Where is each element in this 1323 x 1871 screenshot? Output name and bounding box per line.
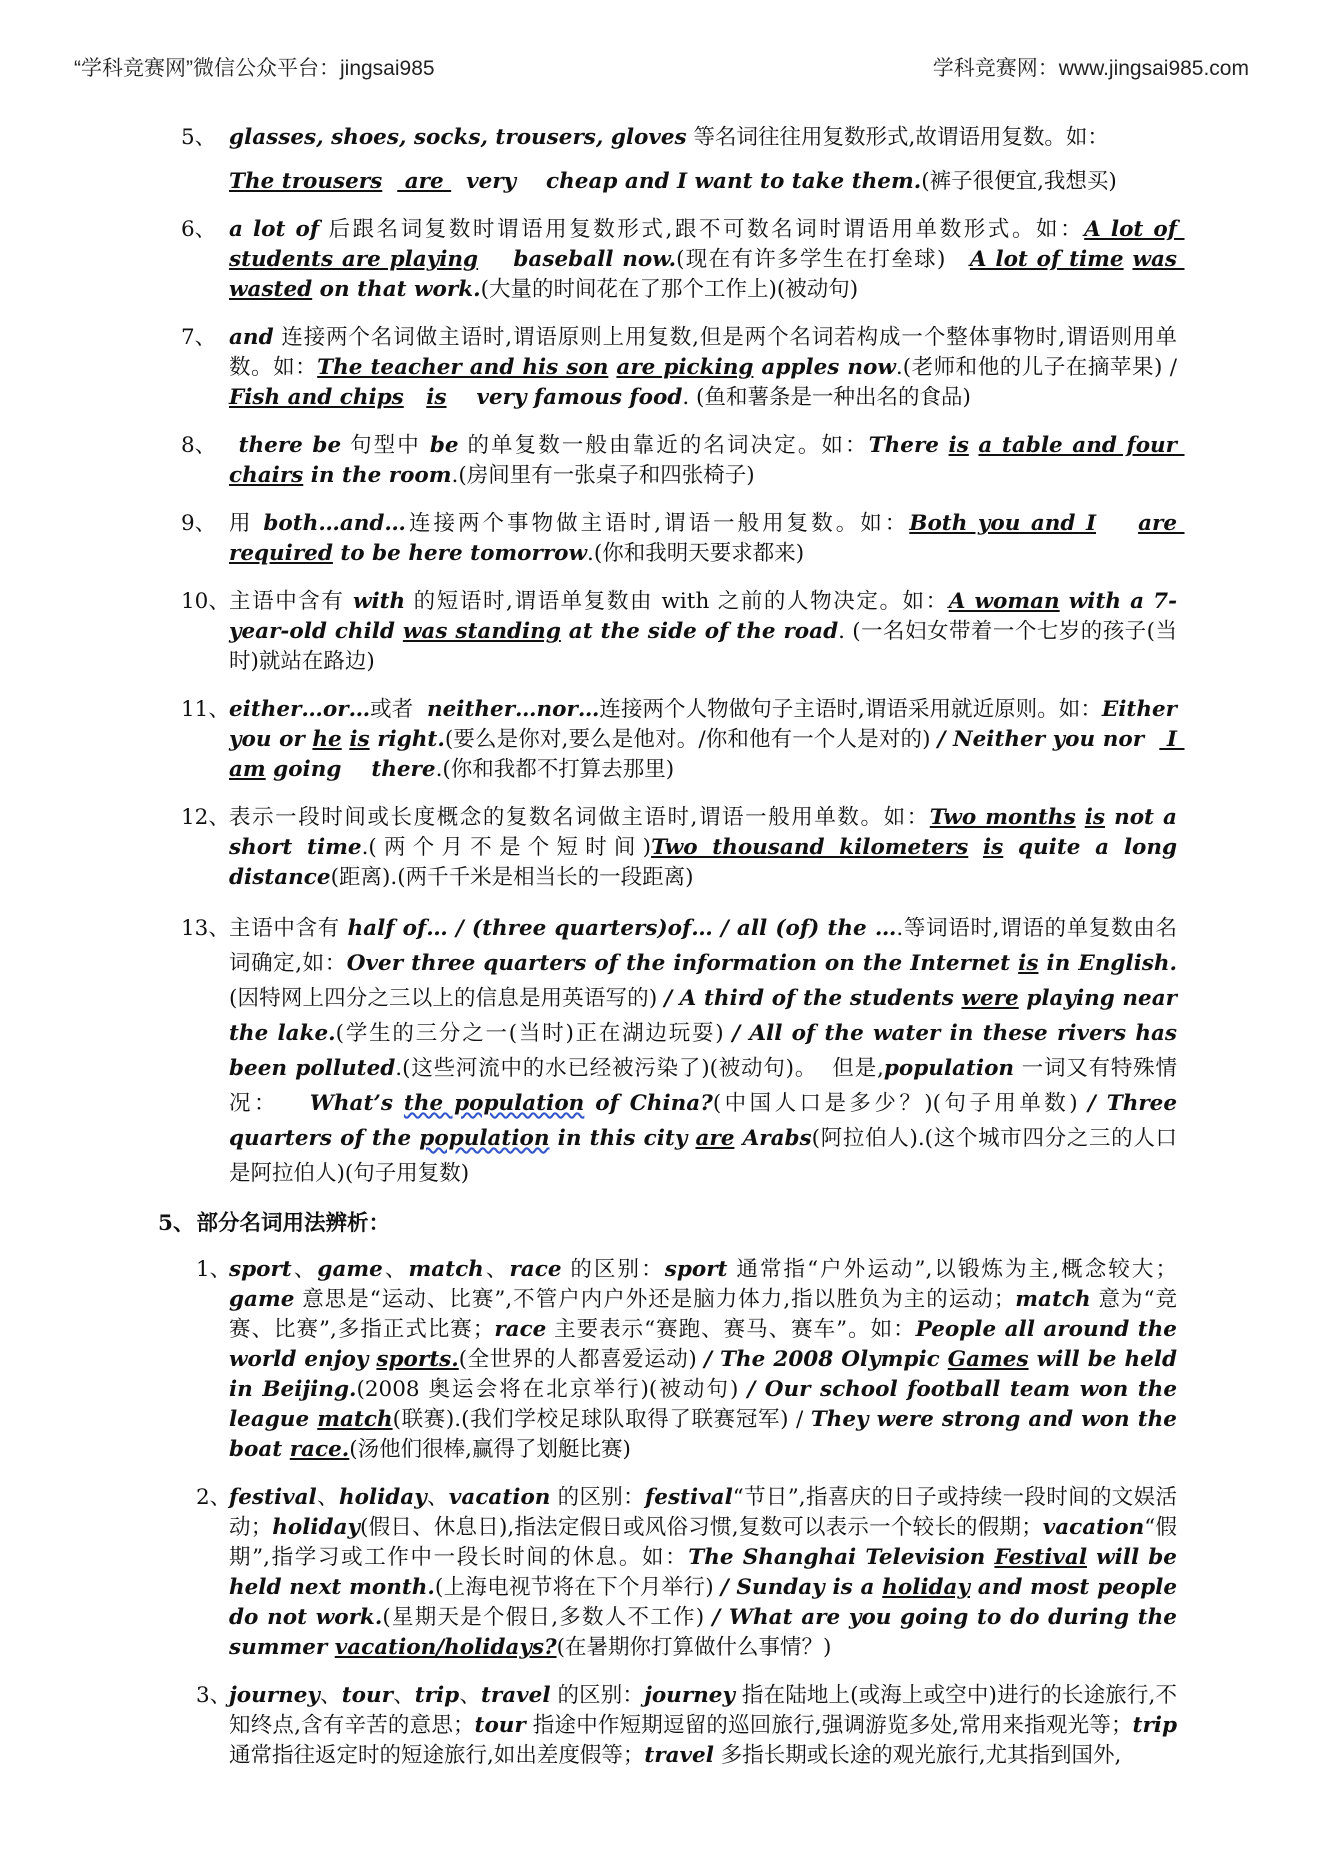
chinese-text: .(房间里有一张桌子和四张椅子) [451, 463, 755, 488]
chinese-text: 的区别： [550, 1485, 646, 1510]
english-text [1184, 727, 1206, 752]
english-text: A lot of students are playing [229, 217, 1185, 272]
chinese-text: . (鱼和薯条是一种出名的食品) [682, 385, 971, 410]
item-number: 12、 [181, 805, 230, 830]
english-text: The trousers [229, 169, 383, 194]
english-text: The Shanghai Television [688, 1545, 995, 1570]
english-text: / Neither you nor [937, 727, 1160, 752]
english-text: race [494, 1317, 547, 1342]
english-text: holiday [882, 1575, 970, 1600]
english-text: is [349, 727, 370, 752]
english-text: very cheap and I want to take them. [451, 169, 922, 194]
english-text: Arabs [734, 1126, 812, 1151]
item-number: 10、 [181, 589, 230, 614]
rule-item [0, 123, 1323, 197]
english-text: is [983, 835, 1004, 860]
chinese-text: (全世界的人都喜爱运动) [458, 1347, 705, 1372]
english-text: vacation/holidays? [334, 1635, 557, 1660]
chinese-text: (汤他们很棒,赢得了划艇比赛) [349, 1437, 631, 1462]
chinese-text: (因特网上四分之三以上的信息是用英语写的) [229, 986, 665, 1011]
english-text: I [1159, 727, 1185, 752]
english-text: quite a long distance [229, 835, 1185, 890]
chinese-text: 连接两个事物做主语时,谓语一般用复数。如： [405, 511, 910, 536]
english-text: vacation [448, 1485, 551, 1510]
english-text: sports. [376, 1347, 459, 1372]
chinese-text: 、 [319, 1683, 342, 1708]
section-number: 5、 [158, 1211, 195, 1236]
english-text: is [1018, 951, 1039, 976]
chinese-text: (上海电视节将在下个月举行) [434, 1575, 721, 1600]
chinese-text: (联赛).(我们学校足球队取得了联赛冠军) / [392, 1407, 811, 1432]
rule-item [0, 911, 1323, 1191]
chinese-text: 表示一段时间或长度概念的复数名词做主语时,谓语一般用单数。如： [229, 805, 930, 830]
english-text: journey [644, 1683, 735, 1708]
english-text: match [408, 1257, 484, 1282]
english-text: in this city [549, 1126, 696, 1151]
english-text: was standing [402, 619, 561, 644]
chinese-text: (学生的三分之一(当时)正在湖边玩耍) [335, 1021, 733, 1046]
item-number: 13、 [181, 916, 230, 941]
chinese-text: 、 [459, 1683, 481, 1708]
chinese-text: 主语中含有 [229, 589, 353, 614]
english-text: / A third of the students [664, 986, 962, 1011]
english-text: and [229, 325, 274, 350]
chinese-text: 多指长期或长途的观光旅行,尤其指到国外, [713, 1743, 1122, 1768]
english-text: with [352, 589, 406, 614]
chinese-text: 的单复数一般由靠近的名词决定。如： [458, 433, 869, 458]
english-text: holiday [272, 1515, 360, 1540]
english-text: with a 7-year-old child [229, 589, 1177, 644]
chinese-text: 的短语时,谓语单复数由 with 之前的人物决定。如： [405, 589, 949, 614]
item-number: 7、 [181, 325, 217, 350]
english-text: Two thousand kilometers [651, 835, 969, 860]
english-text: / All of the water in these rivers has been polluted [229, 1021, 1185, 1081]
english-text: was wasted [229, 247, 1185, 302]
english-text: are [695, 1126, 735, 1151]
chinese-text: 等名词往往用复数形式,故谓语用复数。如： [686, 125, 1109, 150]
header-left-text: “学科竞赛网”微信公众平台：jingsai985 [74, 57, 435, 80]
english-text: They were strong and won the boat [229, 1407, 1185, 1462]
english-text: What’s [309, 1091, 404, 1116]
chinese-text: 后跟名词复数时谓语用复数形式,跟不可数名词时谓语用单数形式。如： [319, 217, 1085, 242]
english-text: will be held in Beijing. [229, 1347, 1185, 1402]
chinese-text: 的区别： [561, 1257, 665, 1282]
chinese-text: (在暑期你打算做什么事情？) [556, 1635, 832, 1660]
english-text: / Three quarters of the [229, 1091, 1185, 1151]
chinese-text: (距离).(两千千米是相当长的一段距离) [330, 865, 694, 890]
chinese-text: .(这些河流中的水已经被污染了)(被动句)。 但是, [395, 1056, 884, 1081]
usage-item [0, 1681, 1323, 1771]
english-text: to be here tomorrow [332, 541, 587, 566]
english-text: match [1015, 1287, 1091, 1312]
english-text: race. [289, 1437, 350, 1462]
item-number: 5、 [181, 125, 217, 150]
english-text: is [1084, 805, 1106, 830]
chinese-text: .(你和我明天要求都来) [587, 541, 805, 566]
chinese-text: 通常指“户外运动”,以锻炼为主,概念较大； [727, 1257, 1177, 1282]
chinese-text: 一词又有特殊情况： [229, 1056, 1177, 1116]
english-text: journey [229, 1683, 320, 1708]
english-text: he [312, 727, 342, 752]
english-text: game [229, 1287, 295, 1312]
english-text: vacation [1042, 1515, 1145, 1540]
english-text [969, 433, 979, 458]
english-text: are [397, 169, 452, 194]
english-text: Festival [994, 1545, 1087, 1570]
item-number: 8、 [181, 433, 217, 458]
english-text: is [948, 433, 969, 458]
english-text: / Our school football team won the league [229, 1377, 1185, 1432]
item-number: 9、 [181, 511, 217, 536]
english-text: baseball now. [478, 247, 677, 272]
chinese-text: (假日、休息日),指法定假日或风俗习惯,复数可以表示一个较长的假期； [360, 1515, 1043, 1540]
english-text: on that work. [312, 277, 481, 302]
english-text: Games [947, 1347, 1029, 1372]
chinese-text: 的区别： [550, 1683, 645, 1708]
chinese-text: 连接两个人物做句子主语时,谓语采用就近原则。如： [599, 697, 1102, 722]
english-text: and most people do not work. [229, 1575, 1185, 1630]
english-text: are required [229, 511, 1185, 566]
english-text [1096, 511, 1138, 536]
item-number: 2、 [196, 1485, 232, 1510]
chinese-text: 用 [229, 511, 264, 536]
section-heading [0, 1209, 1323, 1239]
chinese-text: 、 [382, 1257, 409, 1282]
english-text [404, 385, 426, 410]
english-text: glasses, shoes, socks, trousers, gloves [229, 125, 687, 150]
english-text: festival [229, 1485, 317, 1510]
english-text: tour [341, 1683, 393, 1708]
rule-item [0, 803, 1323, 893]
english-text: were [961, 986, 1019, 1011]
rule-item [0, 587, 1323, 677]
rule-item [0, 431, 1323, 491]
chinese-text: 、 [392, 1683, 415, 1708]
english-text: playing near the lake. [229, 986, 1185, 1046]
chinese-text: .(你和我都不打算去那里) [435, 757, 675, 782]
chinese-text: 或者 [370, 697, 427, 722]
english-text: at the side of the road [560, 619, 839, 644]
chinese-text: 意思是“运动、比赛”,不管户内户外还是脑力体力,指以胜负为主的运动； [294, 1287, 1016, 1312]
english-text: will be held next month. [229, 1545, 1185, 1600]
english-text: am [229, 757, 266, 782]
english-text: apples now [753, 355, 896, 380]
english-text: tour [474, 1713, 526, 1738]
english-text: trip [414, 1683, 460, 1708]
english-text: travel [644, 1743, 714, 1768]
english-text: match [317, 1407, 393, 1432]
usage-item [0, 1255, 1323, 1465]
english-text: Both you and I [909, 511, 1097, 536]
english-text: be [429, 433, 459, 458]
chinese-text: (2008 奥运会将在北京举行)(被动句) [356, 1377, 748, 1402]
english-text: / The 2008 Olympic [704, 1347, 948, 1372]
chinese-text: (大量的时间花在了那个工作上)(被动句) [480, 277, 859, 302]
english-text: either…or… [229, 697, 371, 722]
english-text: holiday [338, 1485, 427, 1510]
english-text: festival [645, 1485, 733, 1510]
chinese-text: .(两个月不是个短时间) [361, 835, 652, 860]
english-text: race [509, 1257, 562, 1282]
rule-item [0, 323, 1323, 413]
english-text: travel [480, 1683, 551, 1708]
chinese-text: 、 [426, 1485, 449, 1510]
item-number: 11、 [181, 697, 230, 722]
english-text [382, 169, 397, 194]
english-text: a table and four chairs [229, 433, 1185, 488]
english-text: in the room [303, 463, 452, 488]
english-text: of China? [584, 1091, 713, 1116]
english-text: / Sunday is a [720, 1575, 883, 1600]
usage-item [0, 1483, 1323, 1663]
chinese-text: “节日”,指喜庆的日子或持续一段时间的文娱活动； [229, 1485, 1177, 1540]
english-text: sport [664, 1257, 728, 1282]
chinese-text: 、 [291, 1257, 318, 1282]
english-text: half of… / (three quarters)of… / all (of) the … [347, 916, 897, 941]
rule-item [0, 509, 1323, 569]
english-text: Two months [929, 805, 1076, 830]
chinese-text: 意为“竞赛、比赛”,多指正式比赛； [229, 1287, 1177, 1342]
english-text: very famous food [446, 385, 683, 410]
english-text: are picking [616, 355, 754, 380]
english-text: / What are you going to do during the summer [229, 1605, 1185, 1660]
chinese-text: 句型中 [341, 433, 430, 458]
chinese-text: 通常指往返定时的短途旅行,如出差度假等； [229, 1713, 1184, 1768]
grammar-rules-list [0, 123, 1323, 1191]
english-text: both…and… [263, 511, 406, 536]
document-body [0, 123, 1323, 1789]
rule-item [0, 695, 1323, 785]
item-number: 1、 [196, 1257, 232, 1282]
item-number: 3、 [196, 1683, 232, 1708]
english-text: there be [229, 433, 342, 458]
chinese-text: 指途中作短期逗留的巡回旅行,强调游览多处,常用来指观光等； [525, 1713, 1133, 1738]
english-text: in English. [1038, 951, 1177, 976]
chinese-text: “假期”,指学习或工作中一段长时间的休息。如： [229, 1515, 1177, 1570]
chinese-text: (要么是你对,要么是他对。/你和他有一个人是对的) [444, 727, 938, 752]
english-text: going there [265, 757, 436, 782]
english-text: game [317, 1257, 383, 1282]
chinese-text: 连接两个名词做主语时,谓语原则上用复数,但是两个名词若构成一个整体事物时,谓语则用单数。如： [229, 325, 1177, 380]
english-text: People all around the world enjoy [229, 1317, 1185, 1372]
chinese-text: . (一名妇女带着一个七岁的孩子(当时)就站在路边) [229, 619, 1177, 674]
section-title: 部分名词用法辨析： [196, 1211, 390, 1236]
english-text: population [419, 1126, 550, 1151]
english-text: a lot of [229, 217, 320, 242]
english-text: not a short time [229, 805, 1185, 860]
rule-item [0, 215, 1323, 305]
english-text: is [426, 385, 447, 410]
item-number: 6、 [181, 217, 217, 242]
english-text: Either you or [229, 697, 1185, 752]
english-text: Fish and chips [229, 385, 404, 410]
chinese-text: 指在陆地上(或海上或空中)进行的长途旅行,不知终点,含有辛苦的意思； [229, 1683, 1177, 1738]
header-right-text: 学科竞赛网：www.jingsai985.com [932, 57, 1249, 80]
english-text: neither…nor… [427, 697, 600, 722]
chinese-text: (裤子很便宜,我想买) [921, 169, 1117, 194]
chinese-text: .等词语时,谓语的单复数由名词确定,如： [229, 916, 1177, 976]
chinese-text: (中国人口是多少？)(句子用单数) [712, 1091, 1088, 1116]
english-text: sport [229, 1257, 292, 1282]
english-text: There [868, 433, 949, 458]
chinese-text: (阿拉伯人).(这个城市四分之三的人口是阿拉伯人)(句子用复数) [229, 1126, 1178, 1186]
english-text: the population [403, 1091, 585, 1116]
chinese-text: (现在有许多学生在打垒球) [676, 247, 970, 272]
english-text [1076, 805, 1085, 830]
english-text: A lot of time [969, 247, 1124, 272]
english-text: A woman [948, 589, 1060, 614]
english-text: trip [1132, 1713, 1177, 1738]
chinese-text: 主语中含有 [229, 916, 348, 941]
english-text: population [883, 1056, 1015, 1081]
english-text: The teacher and his son [317, 355, 609, 380]
noun-usage-list [0, 1255, 1323, 1771]
english-text: right. [369, 727, 445, 752]
english-text: Over three quarters of the information on the Internet [346, 951, 1019, 976]
chinese-text: .(老师和他的儿子在摘苹果) / [895, 355, 1184, 380]
chinese-text: 主要表示“赛跑、赛马、赛车”。如： [546, 1317, 916, 1342]
english-text [968, 835, 983, 860]
line-break [229, 153, 1177, 167]
chinese-text: (星期天是个假日,多数人不工作) [382, 1605, 713, 1630]
chinese-text: 、 [483, 1257, 510, 1282]
chinese-text: 、 [316, 1485, 339, 1510]
